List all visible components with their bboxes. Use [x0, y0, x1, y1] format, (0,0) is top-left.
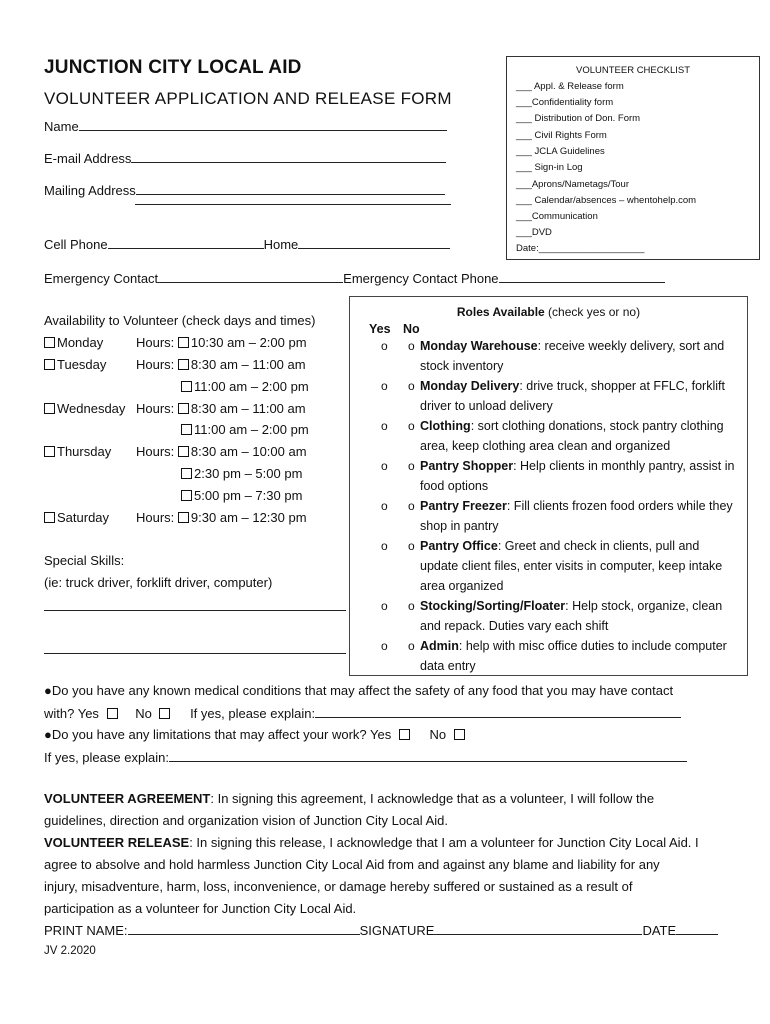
role-yes-option[interactable]: o: [381, 379, 388, 393]
bullet-icon: ●: [44, 683, 52, 698]
role-admin: Admin: help with misc office duties to include computer data entry: [420, 639, 727, 673]
checklist-item: ___ Distribution of Don. Form: [516, 113, 641, 124]
checklist-title: VOLUNTEER CHECKLIST: [575, 65, 691, 76]
limitations-explain-field[interactable]: [169, 749, 687, 762]
roles-heading: Roles Available (check yes or no): [456, 305, 641, 319]
checklist-item: ___ Civil Rights Form: [516, 130, 607, 141]
day-label: Wednesday: [57, 401, 126, 416]
role-no-option[interactable]: o: [408, 419, 415, 433]
time-slot: 8:30 am – 10:00 am: [190, 444, 307, 459]
no-column-header: No: [403, 322, 420, 336]
agreement-line-2: guidelines, direction and organization vision of Junction City Local Aid.: [44, 813, 448, 828]
emergency-contact-label: Emergency Contact: [44, 271, 159, 286]
cell-label: Cell Phone: [44, 237, 108, 252]
bullet-icon: ●: [44, 727, 52, 742]
hours-label: Hours:: [136, 335, 175, 350]
day-label: Saturday: [57, 510, 110, 525]
hours-label: Hours:: [136, 510, 175, 525]
date-label: DATE: [642, 923, 677, 938]
name-field[interactable]: [79, 118, 447, 131]
role-pantry-freezer: Pantry Freezer: Fill clients frozen food orders while they shop in pantry: [420, 499, 733, 533]
form-title: VOLUNTEER APPLICATION AND RELEASE FORM: [44, 89, 452, 108]
checklist-item: ___ JCLA Guidelines: [516, 146, 605, 157]
checkbox[interactable]: [44, 337, 55, 348]
agreement-line-1: VOLUNTEER AGREEMENT: In signing this agreement, I acknowledge that as a volunteer, I will follow the: [44, 791, 655, 806]
medical-yes-checkbox[interactable]: [107, 708, 118, 719]
signature-row: [44, 922, 718, 938]
roles-available-box: [349, 296, 748, 676]
checklist-item: ___Communication: [516, 211, 598, 222]
limitations-question: ●Do you have any limitations that may affect your work? Yes No: [44, 727, 467, 742]
checkbox[interactable]: [181, 490, 192, 501]
role-monday-warehouse: Monday Warehouse: receive weekly delivery, sort and stock inventory: [420, 339, 725, 373]
time-slot: 2:30 pm – 5:00 pm: [194, 466, 303, 481]
name-label: Name: [44, 119, 79, 134]
hours-label: Hours:: [136, 401, 175, 416]
explain-label: If yes, please explain:: [190, 706, 316, 721]
time-slot: 8:30 am – 11:00 am: [190, 401, 306, 416]
no-label: No: [135, 706, 152, 721]
role-yes-option[interactable]: o: [381, 599, 388, 613]
org-title: JUNCTION CITY LOCAL AID: [44, 57, 302, 78]
checkbox[interactable]: [44, 446, 55, 457]
checklist-item: ___Confidentiality form: [516, 97, 614, 108]
yes-column-header: Yes: [369, 322, 391, 336]
emergency-contact-field[interactable]: [158, 270, 343, 283]
role-yes-option[interactable]: o: [381, 539, 388, 553]
limitations-no-checkbox[interactable]: [454, 729, 465, 740]
cell-field[interactable]: [108, 236, 264, 249]
day-label: Tuesday: [57, 357, 107, 372]
checklist-item: ___ Sign-in Log: [516, 162, 583, 173]
role-monday-delivery: Monday Delivery: drive truck, shopper at FFLC, forklift driver to unload delivery: [420, 379, 725, 413]
medical-answer-row: [44, 705, 681, 721]
skills-hint: (ie: truck driver, forklift driver, computer): [44, 575, 273, 590]
day-saturday[interactable]: [44, 510, 109, 525]
role-yes-option[interactable]: o: [381, 639, 388, 653]
home-field[interactable]: [298, 236, 450, 249]
role-clothing: Clothing: sort clothing donations, stock pantry clothing area, keep clothing area clean and organized: [420, 419, 724, 453]
day-label: Monday: [57, 335, 104, 350]
time-slot: 8:30 am – 11:00 am: [190, 357, 306, 372]
role-yes-option[interactable]: o: [381, 499, 388, 513]
release-line-1: VOLUNTEER RELEASE: In signing this release, I acknowledge that I am a volunteer for Junction City Local Aid. I: [44, 835, 699, 850]
release-line-2: agree to absolve and hold harmless Junction City Local Aid from and against any blame and liability for any: [44, 857, 660, 872]
availability-heading: Availability to Volunteer (check days and times): [44, 313, 316, 328]
role-no-option[interactable]: o: [408, 499, 415, 513]
checkbox[interactable]: [178, 446, 189, 457]
medical-explain-field[interactable]: [315, 705, 681, 718]
skills-label: Special Skills:: [44, 553, 125, 568]
day-thursday[interactable]: [44, 444, 111, 459]
checkbox[interactable]: [44, 512, 55, 523]
limitations-yes-checkbox[interactable]: [399, 729, 410, 740]
checklist-item: ___DVD: [516, 227, 552, 238]
checklist-item: ___ Calendar/absences – whentohelp.com: [516, 195, 697, 206]
print-name-label: PRINT NAME:: [44, 923, 128, 938]
checklist-date: Date:____________________: [516, 243, 645, 254]
mailing-label: Mailing Address: [44, 183, 136, 198]
day-monday[interactable]: [44, 335, 103, 350]
email-field[interactable]: [131, 150, 446, 163]
emergency-phone-field[interactable]: [499, 270, 665, 283]
date-field[interactable]: [676, 922, 718, 935]
checkbox[interactable]: [44, 359, 55, 370]
checkbox[interactable]: [178, 337, 189, 348]
skills-field-line[interactable]: [44, 653, 346, 654]
role-no-option[interactable]: o: [408, 599, 415, 613]
home-label: Home: [263, 237, 299, 252]
time-slot: 11:00 am – 2:00 pm: [194, 422, 309, 437]
mailing-field-line2[interactable]: [135, 204, 451, 205]
checkbox[interactable]: [178, 403, 189, 414]
role-no-option[interactable]: o: [408, 379, 415, 393]
emergency-phone-label: Emergency Contact Phone: [343, 271, 499, 286]
checklist-item: ___ Appl. & Release form: [516, 81, 624, 92]
medical-no-checkbox[interactable]: [159, 708, 170, 719]
role-yes-option[interactable]: o: [381, 459, 388, 473]
role-pantry-shopper: Pantry Shopper: Help clients in monthly pantry, assist in food options: [420, 459, 735, 493]
role-yes-option[interactable]: o: [381, 339, 388, 353]
time-slot: 11:00 am – 2:00 pm: [194, 379, 309, 394]
yes-label: with? Yes: [44, 706, 99, 721]
email-label: E-mail Address: [44, 151, 132, 166]
checkbox[interactable]: [181, 381, 192, 392]
explain-label: If yes, please explain:: [44, 750, 170, 765]
role-no-option[interactable]: o: [408, 639, 415, 653]
medical-question: ●Do you have any known medical conditions that may affect the safety of any food that you may have contact: [44, 683, 674, 698]
checkbox[interactable]: [181, 424, 192, 435]
version-label: JV 2.2020: [44, 945, 96, 957]
role-no-option[interactable]: o: [408, 539, 415, 553]
checkbox[interactable]: [181, 468, 192, 479]
time-slot: 10:30 am – 2:00 pm: [190, 335, 307, 350]
day-label: Thursday: [57, 444, 112, 459]
skills-field-line[interactable]: [44, 610, 346, 611]
day-tuesday[interactable]: [44, 357, 106, 372]
signature-label: SIGNATURE: [359, 923, 435, 938]
role-yes-option[interactable]: o: [381, 419, 388, 433]
signature-field[interactable]: [434, 922, 642, 935]
role-stocking-sorting-floater: Stocking/Sorting/Floater: Help stock, organize, clean and repack. Duties vary each shift: [420, 599, 723, 633]
checkbox[interactable]: [178, 512, 189, 523]
volunteer-checklist: [506, 56, 760, 260]
role-pantry-office: Pantry Office: Greet and check in clients, pull and update client files, enter visits in computer, keep intake area organized: [420, 539, 723, 593]
release-line-4: participation as a volunteer for Junction City Local Aid.: [44, 901, 357, 916]
time-slot: 5:00 pm – 7:30 pm: [194, 488, 303, 503]
no-label: No: [429, 727, 447, 742]
role-no-option[interactable]: o: [408, 339, 415, 353]
day-wednesday[interactable]: [44, 401, 125, 416]
hours-label: Hours:: [136, 357, 175, 372]
mailing-field[interactable]: [136, 182, 445, 195]
time-slot: 9:30 am – 12:30 pm: [190, 510, 307, 525]
print-name-field[interactable]: [128, 922, 360, 935]
checklist-item: ___Aprons/Nametags/Tour: [516, 179, 630, 190]
hours-label: Hours:: [136, 444, 175, 459]
checkbox[interactable]: [178, 359, 189, 370]
role-no-option[interactable]: o: [408, 459, 415, 473]
checkbox[interactable]: [44, 403, 55, 414]
release-line-3: injury, misadventure, harm, loss, inconvenience, or damage hereby suffered or sustained as a result of: [44, 879, 633, 894]
